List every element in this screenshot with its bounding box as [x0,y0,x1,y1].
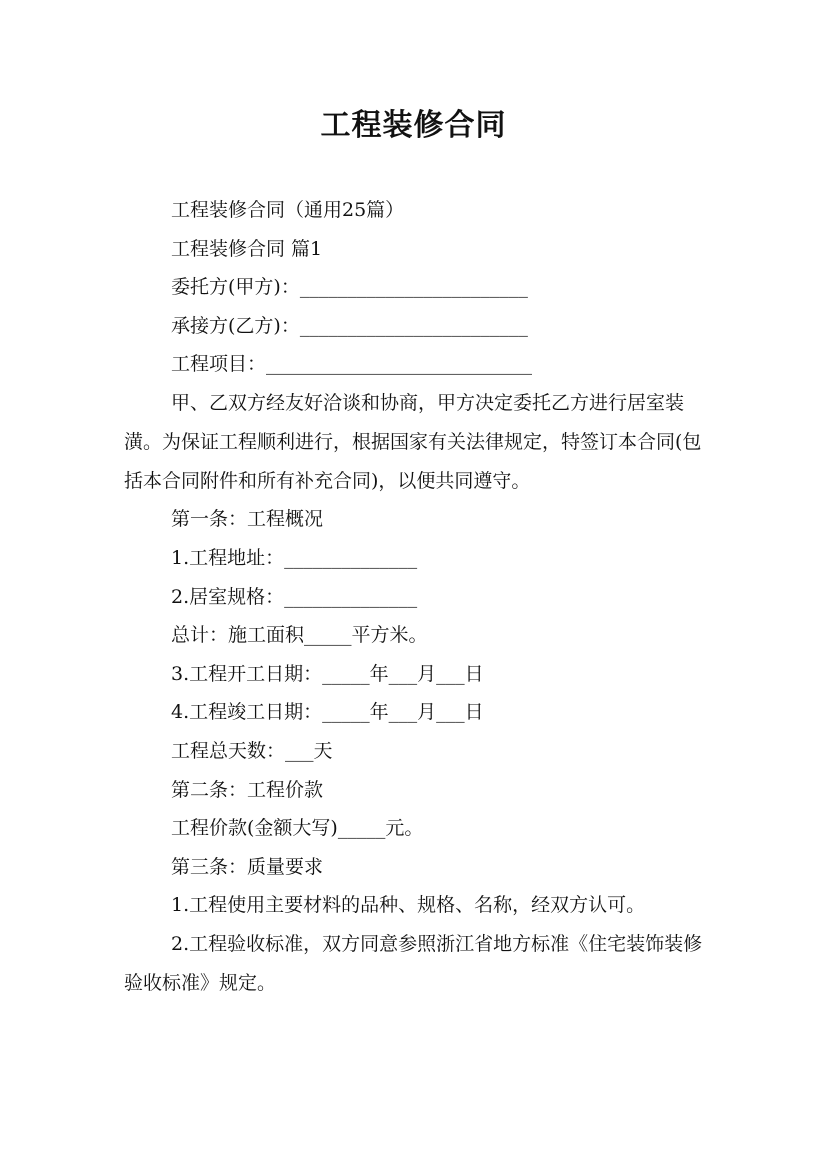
intro-paragraph: 甲、乙双方经友好洽谈和协商，甲方决定委托乙方进行居室装潢。为保证工程顺利进行，根据国家有关法律规定，特签订本合同(包括本合同附件和所有补充合同)，以便共同遵守。 [124,391,702,492]
address-line: 1.工程地址：______________ [171,546,418,569]
subtitle-line: 工程装修合同（通用25篇） [171,199,405,221]
article-2-heading: 第二条：工程价款 [171,778,324,801]
section-heading: 工程装修合同 篇1 [171,237,323,260]
article-1-heading: 第一条：工程概况 [171,508,324,531]
project-line: 工程项目：____________________________ [171,353,533,376]
party-b-line: 承接方(乙方)：________________________ [171,314,528,337]
document-body [124,191,706,1002]
party-a-line: 委托方(甲方)：________________________ [171,276,528,299]
acceptance-standard-paragraph: 2.工程验收标准，双方同意参照浙江省地方标准《住宅装饰装修验收标准》规定。 [124,932,703,994]
end-date-line: 4.工程竣工日期：_____年___月___日 [171,701,484,724]
total-days-line: 工程总天数：___天 [171,739,333,762]
article-3-heading: 第三条：质量要求 [171,855,324,878]
price-line: 工程价款(金额大写)_____元。 [171,817,424,840]
document-title: 工程装修合同 [320,108,507,143]
room-spec-line: 2.居室规格：______________ [171,585,418,608]
materials-line: 1.工程使用主要材料的品种、规格、名称，经双方认可。 [171,894,646,917]
area-line: 总计：施工面积_____平方米。 [171,624,428,647]
start-date-line: 3.工程开工日期：_____年___月___日 [171,662,484,685]
